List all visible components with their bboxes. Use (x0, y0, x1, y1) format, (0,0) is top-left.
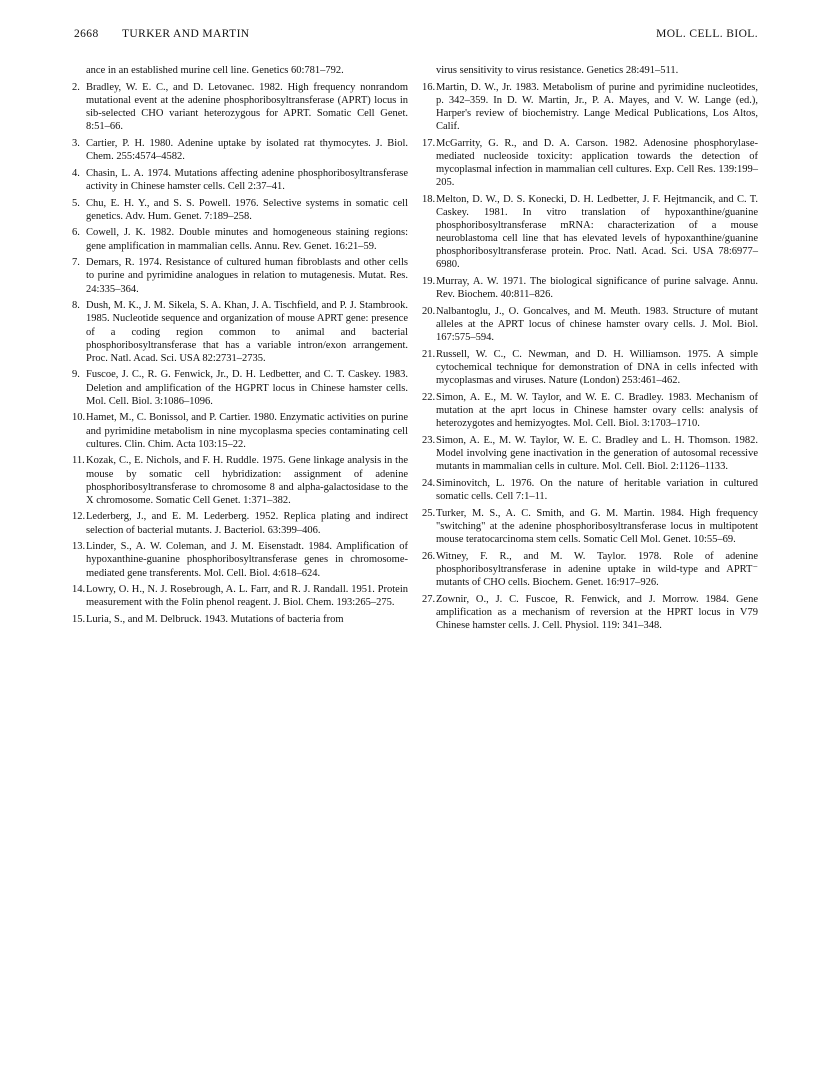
reference-text: Cowell, J. K. 1982. Double minutes and homogeneous staining regions: gene amplification in mammalian cells. Annu. Rev. Genet. 16:21–59. (86, 227, 408, 252)
reference-text: McGarrity, G. R., and D. A. Carson. 1982. Adenosine phosphorylase-mediated nucleoside toxicity: application towards the detection of mycoplasmal infection in mammalian cell cultures. Exp. Cell Res. 139:199–205. (436, 137, 758, 189)
reference-text: Siminovitch, L. 1976. On the nature of heritable variation in cultured somatic cells. Cell 7:1–11. (436, 477, 758, 502)
reference-number: 16. (422, 81, 436, 93)
reference-number: 26. (422, 550, 436, 562)
references-right-column (422, 64, 758, 636)
reference-text: Lowry, O. H., N. J. Rosebrough, A. L. Farr, and R. J. Randall. 1951. Protein measurement with the Folin phenol reagent. J. Biol. Chem. 193:265–275. (86, 584, 408, 609)
reference-number: 18. (422, 193, 436, 205)
reference-entry (72, 256, 408, 295)
reference-number: 14. (72, 584, 86, 596)
reference-entry (72, 299, 408, 364)
reference-number: 11. (72, 455, 85, 467)
reference-entry (422, 81, 758, 133)
reference-number: 4. (72, 167, 80, 179)
reference-entry (422, 434, 758, 473)
reference-number: 13. (72, 541, 86, 553)
reference-entry (72, 613, 408, 626)
reference-number: 22. (422, 391, 436, 403)
reference-text: Russell, W. C., C. Newman, and D. H. Williamson. 1975. A simple cytochemical technique for demonstration of DNA in cells infected with mycoplasmas and viruses. Nature (London) 253:461–462. (436, 349, 758, 387)
reference-text: Hamet, M., C. Bonissol, and P. Cartier. 1980. Enzymatic activities on purine and pyrimidine metabolism in nine mycoplasma species contaminating cell cultures. Clin. Chim. Acta 103:15–22. (86, 412, 408, 450)
reference-entry (422, 348, 758, 387)
reference-entry (72, 81, 408, 133)
reference-text: Turker, M. S., A. C. Smith, and G. M. Martin. 1984. High frequency "switching" at the adenine phosphoribosyltransferase locus in multipotent mouse teratocarcinoma stem cells. Somatic Cell Mol. Genet. 10:55–69. (436, 507, 758, 545)
reference-entry (72, 197, 408, 223)
reference-entry (422, 550, 758, 589)
reference-number: 17. (422, 137, 436, 149)
reference-entry (72, 540, 408, 579)
reference-entry (422, 193, 758, 272)
reference-entry (422, 275, 758, 301)
reference-text: Chasin, L. A. 1974. Mutations affecting adenine phosphoribosyltransferase activity in Chinese hamster cells. Cell 2:37–41. (86, 167, 408, 192)
reference-text: Fuscoe, J. C., R. G. Fenwick, Jr., D. H. Ledbetter, and C. T. Caskey. 1983. Deletion and amplification of the HGPRT locus in Chinese hamster cells. Mol. Cell. Biol. 3:1086–1096. (86, 369, 408, 407)
reference-number: 27. (422, 593, 436, 605)
reference-text: Linder, S., A. W. Coleman, and J. M. Eisenstadt. 1984. Amplification of hypoxanthine-guanine phosphoribosyltransferase genes in chromosome-mediated gene transferents. Mol. Cell. Biol. 4:618–624. (86, 541, 408, 579)
reference-entry (72, 137, 408, 163)
reference-number: 8. (72, 300, 80, 312)
reference-text: Dush, M. K., J. M. Sikela, S. A. Khan, J. A. Tischfield, and P. J. Stambrook. 1985. Nucleotide sequence and organization of mouse APRT gene: presence of a coding region common to animal and bacterial phosphoribosyltransferase that has a variable intron/exon arrangement. Proc. Natl. Acad. Sci. USA 82:2731–2735. (86, 300, 408, 364)
reference-number: 24. (422, 477, 436, 489)
reference-number: 23. (422, 434, 436, 446)
reference-entry (422, 137, 758, 189)
reference-number: 12. (72, 511, 86, 523)
reference-text: Witney, F. R., and M. W. Taylor. 1978. Role of adenine phosphoribosyltransferase in adenine uptake in wild-type and APRT⁻ mutants of CHO cells. Biochem. Genet. 16:917–926. (436, 550, 758, 588)
reference-text: Simon, A. E., M. W. Taylor, W. E. C. Bradley and L. H. Thomson. 1982. Model involving gene inactivation in the generation of autosomal recessive mutants in mammalian cells in culture. Mol. Cell. Biol. 2:1126–1133. (436, 434, 758, 473)
reference-text: Martin, D. W., Jr. 1983. Metabolism of purine and pyrimidine nucleotides, p. 342–359. In D. W. Martin, Jr., P. A. Mayes, and V. W. Lange (ed.), Harper's review of biochemistry. Lange Medical Publications, Los Altos, Calif. (436, 81, 758, 133)
reference-text: virus sensitivity to virus resistance. Genetics 28:491–511. (436, 65, 679, 76)
reference-text: Chu, E. H. Y., and S. S. Powell. 1976. Selective systems in somatic cell genetics. Adv. Hum. Genet. 7:189–258. (86, 197, 408, 222)
reference-text: ance in an established murine cell line. Genetics 60:781–792. (86, 65, 344, 76)
page-number: 2668 (74, 28, 99, 40)
reference-number: 9. (72, 369, 80, 381)
reference-entry (72, 583, 408, 609)
reference-text: Zownir, O., J. C. Fuscoe, R. Fenwick, and J. Morrow. 1984. Gene amplification as a mechanism of reversion at the HPRT locus in V79 Chinese hamster cells. J. Cell. Physiol. 119: 341–348. (436, 593, 758, 631)
reference-number: 15. (72, 614, 86, 626)
reference-entry (72, 167, 408, 193)
reference-number: 20. (422, 306, 436, 318)
running-authors: TURKER AND MARTIN (122, 28, 250, 40)
reference-entry (72, 454, 408, 506)
reference-text: Demars, R. 1974. Resistance of cultured human fibroblasts and other cells to purine and pyrimidine analogues in relation to mutagenesis. Mutat. Res. 24:335–364. (86, 257, 408, 295)
reference-number: 6. (72, 227, 80, 239)
reference-number: 19. (422, 276, 436, 288)
reference-text: Cartier, P. H. 1980. Adenine uptake by isolated rat thymocytes. J. Biol. Chem. 255:4574–4582. (86, 137, 408, 162)
reference-number: 7. (72, 257, 80, 269)
reference-entry (72, 368, 408, 407)
reference-entry (72, 411, 408, 450)
reference-entry (422, 477, 758, 503)
reference-text: Luria, S., and M. Delbruck. 1943. Mutations of bacteria from (86, 614, 344, 626)
reference-continuation (72, 64, 408, 77)
reference-number: 10. (72, 412, 86, 424)
running-header (74, 28, 758, 44)
reference-continuation (422, 64, 758, 77)
reference-entry (72, 510, 408, 536)
journal-name: MOL. CELL. BIOL. (656, 28, 758, 40)
reference-text: Murray, A. W. 1971. The biological significance of purine salvage. Annu. Rev. Biochem. 40:811–826. (436, 276, 758, 301)
reference-number: 5. (72, 197, 80, 209)
reference-text: Melton, D. W., D. S. Konecki, D. H. Ledbetter, J. F. Hejtmancik, and C. T. Caskey. 1981. In vitro translation of hypoxanthine/guanine phosphoribosyltransferase mRNA: characterization of a mouse neuroblastoma cell line that has elevated levels of hypoxanthine/guanine phosphoribosyltransferase protein. Proc. Natl. Acad. Sci. USA 78:6977–6980. (436, 193, 758, 271)
reference-entry (72, 226, 408, 252)
reference-entry (422, 305, 758, 344)
reference-number: 25. (422, 507, 436, 519)
reference-entry (422, 507, 758, 546)
reference-text: Simon, A. E., M. W. Taylor, and W. E. C. Bradley. 1983. Mechanism of mutation at the aprt locus in Chinese hamster ovary cells: analysis of heterozygotes and hemizyogtes. Mol. Cell. Biol. 3:1703–1710. (436, 391, 758, 430)
reference-text: Bradley, W. E. C., and D. Letovanec. 1982. High frequency nonrandom mutational event at the adenine phosphoribosyltransferase (APRT) locus in sib-selected CHO variant heterozygous for APRT. Somatic Cell Genet. 8:51–66. (86, 81, 408, 133)
reference-number: 2. (72, 81, 80, 93)
reference-text: Lederberg, J., and E. M. Lederberg. 1952. Replica plating and indirect selection of bacterial mutants. J. Bacteriol. 63:399–406. (86, 511, 408, 536)
references-left-column (72, 64, 408, 630)
reference-text: Nalbantoglu, J., O. Goncalves, and M. Meuth. 1983. Structure of mutant alleles at the APRT locus of chinese hamster ovary cells. J. Mol. Biol. 167:575–594. (436, 306, 758, 344)
reference-entry (422, 593, 758, 632)
reference-number: 21. (422, 349, 436, 360)
reference-text: Kozak, C., E. Nichols, and F. H. Ruddle. 1975. Gene linkage analysis in the mouse by somatic cell hybridization: assignment of adenine phosphoribosyltransferase to chromosome 8 and alpha-galactosidase to the X chromosome. Somatic Cell Genet. 1:371–382. (86, 455, 408, 506)
reference-entry (422, 391, 758, 430)
reference-number: 3. (72, 137, 80, 149)
